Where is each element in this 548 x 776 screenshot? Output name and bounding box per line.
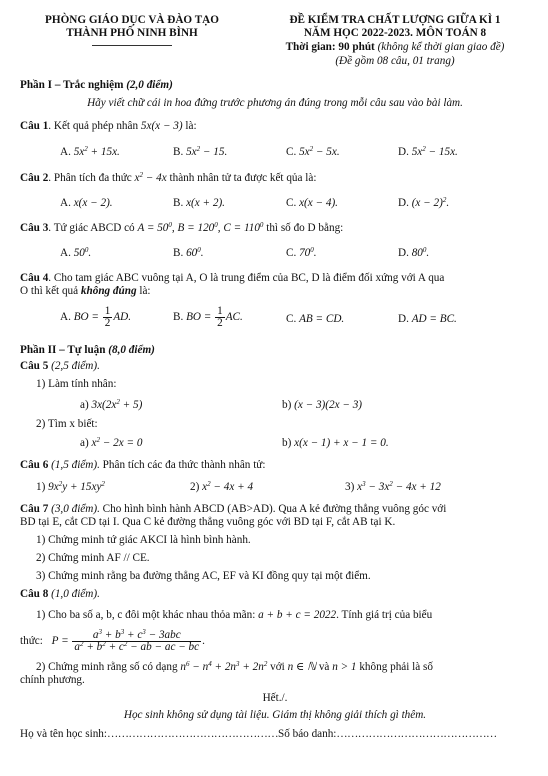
q1-option-b: B. $5x^2 - 15$. [173, 145, 228, 158]
q2-expr: $x^2 - 4x$ [134, 171, 167, 184]
q4-option-a: A. BO = $\frac{1}{2}$ AD. [60, 305, 132, 329]
q3-expr: $A = 50^0$, $B = 120^0$, $C = 110^0$ [137, 221, 264, 234]
student-name-label: Họ và tên học sinh: [20, 728, 107, 740]
header-right-line1: ĐỀ KIỂM TRA CHẤT LƯỢNG GIỮA KÌ 1 [289, 14, 501, 26]
part2-score: (8,0 điểm) [108, 344, 155, 356]
q5-sub2: 2) Tìm x biết: [36, 418, 98, 430]
question-3 [20, 222, 343, 234]
q7-line2: BD tại E, cắt CD tại I. Qua C kẻ đường thẳng vuông góc với BD tại F, cắt AB tại K. [20, 516, 396, 528]
time-note: (không kể thời gian giao đề) [377, 41, 505, 53]
q5-1a: a) $3x(2x^2 + 5)$ [80, 398, 143, 411]
q2-text: . Phân tích đa thức [48, 172, 132, 184]
q2-option-c: C. x(x − 4). [286, 197, 338, 209]
q2-suffix: thành nhân tử ta được kết qủa là: [169, 172, 317, 184]
q8-sub1-expression: thức: P = $\frac{a^3 + b^3 + c^3 - 3abc}{a^2 + b^2 + c^2 - ab - ac - bc}$ . [20, 628, 205, 653]
q1-expr: 5x(x − 3) [140, 120, 183, 132]
q7-sub3: 3) Chứng minh rằng ba đường thẳng AC, EF và KI đồng quy tại một điểm. [36, 570, 371, 582]
q5-2a: a) $x^2 - 2x = 0$ [80, 436, 143, 449]
q6-item3: 3) $x^3 - 3x^2 - 4x + 12$ [345, 480, 441, 493]
q8-sub2-line2: chính phương. [20, 674, 85, 686]
q2-label: Câu 2 [20, 172, 49, 184]
q1-option-d: D. $5x^2 - 15x$. [398, 145, 458, 158]
time-label: Thời gian: 90 phút [285, 41, 375, 53]
q3-suffix: thì số đo D bằng: [266, 222, 344, 234]
q7-sub2: 2) Chứng minh AF // CE. [36, 552, 150, 564]
part1-title: Phần I – Trắc nghiệm [20, 79, 124, 91]
q1-suffix: là: [185, 120, 197, 132]
part1-heading [20, 79, 173, 91]
student-name-line: Họ và tên học sinh:…………………………………………Số báo danh:……………………………………… [20, 728, 497, 740]
question-4 [20, 272, 444, 284]
part2-heading [20, 344, 155, 356]
question-1 [20, 120, 197, 132]
header-pages-note: (Đề gồm 08 câu, 01 trang) [335, 55, 455, 67]
header-left-line1: PHÒNG GIÁO DỤC VÀ ĐÀO TẠO [45, 14, 219, 26]
q3-text: . Tứ giác ABCD có [48, 222, 135, 234]
q3-option-a: A. $50^0$. [60, 246, 92, 259]
q5-2b: b) x(x − 1) + x − 1 = 0. [282, 437, 389, 449]
question-7: Câu 7 (3,0 điểm). Cho hình bình hành ABCD (AB>AD). Qua A kẻ đường thẳng vuông góc với [20, 503, 447, 515]
part1-instruction: Hãy viết chữ cái in hoa đứng trước phương án đúng trong mỗi câu sau vào bài làm. [87, 97, 463, 109]
header-left-line2: THÀNH PHỐ NINH BÌNH [66, 27, 198, 39]
q1-option-a: A. $5x^2 + 15x$. [60, 145, 120, 158]
q2-option-a: A. x(x − 2). [60, 197, 113, 209]
q8-sub2: 2) Chứng minh rằng số có dạng $n^6 - n^4 + 2n^3 + 2n^2$ với n ∈ ℕ và n > 1 không phải là số [36, 660, 433, 673]
header-right-line2: NĂM HỌC 2022-2023. MÔN TOÁN 8 [303, 27, 487, 39]
q2-option-d: D. $(x - 2)^2$. [398, 196, 450, 209]
q5-sub1: 1) Làm tính nhân: [36, 378, 117, 390]
student-id-label: Số báo danh: [278, 728, 337, 740]
q4-emphasis: không đúng [80, 285, 137, 297]
question-4-line2: O thì kết quả không đúng là: [20, 285, 151, 297]
part2-title: Phần II – Tự luận [20, 344, 106, 356]
q2-option-b: B. x(x + 2). [173, 197, 225, 209]
q1-text: . Kết quả phép nhân [48, 120, 139, 132]
q1-option-c: C. $5x^2 - 5x$. [286, 145, 340, 158]
q6-item2: 2) $x^2 - 4x + 4$ [190, 480, 254, 493]
q6-item1: 1) $9x^2y + 15xy^2$ [36, 480, 105, 493]
question-8: Câu 8 (1,0 điểm). [20, 588, 100, 600]
question-5: Câu 5 (2,5 điểm). [20, 360, 100, 372]
header-left-rule [92, 45, 172, 46]
q4-text: . Cho tam giác ABC vuông tại A, O là trung điểm của BC, D là điểm đối xứng với A qua [48, 272, 445, 284]
q8-sub1: 1) Cho ba số a, b, c đôi một khác nhau thỏa mãn: a + b + c = 2022. Tính giá trị của biểu [36, 609, 433, 621]
q5-1b: b) (x − 3)(2x − 3) [282, 399, 363, 411]
q3-option-d: D. $80^0$. [398, 246, 430, 259]
header-time [250, 41, 540, 53]
q7-sub1: 1) Chứng minh tứ giác AKCI là hình bình hành. [36, 534, 251, 546]
question-2 [20, 172, 316, 184]
q4-option-b: B. BO = $\frac{1}{2}$ AC. [173, 305, 243, 329]
q3-option-b: B. $60^0$. [173, 246, 204, 259]
q1-label: Câu 1 [20, 120, 49, 132]
question-6: Câu 6 (1,5 điểm). Phân tích các đa thức thành nhân tử: [20, 459, 266, 471]
end-mark: Hết./. [262, 692, 288, 704]
q3-label: Câu 3 [20, 222, 49, 234]
footer-note: Học sinh không sử dụng tài liệu. Giám thị không giải thích gì thêm. [123, 709, 427, 721]
q4-option-d: D. AD = BC. [398, 313, 457, 325]
q3-option-c: C. $70^0$. [286, 246, 317, 259]
part1-score: (2,0 điểm) [126, 79, 173, 91]
q4-label: Câu 4 [20, 272, 49, 284]
q4-option-c: C. AB = CD. [286, 313, 345, 325]
